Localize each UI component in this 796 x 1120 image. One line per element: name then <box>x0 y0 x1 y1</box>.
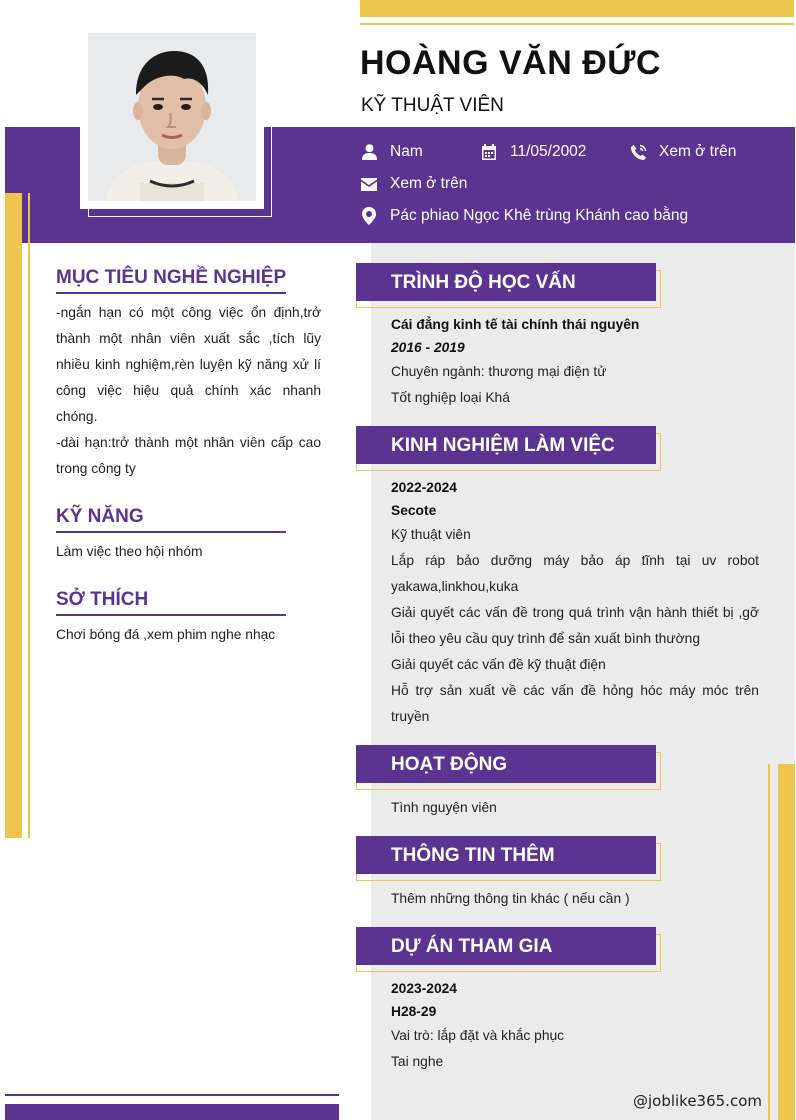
top-gold-bar <box>360 0 794 17</box>
experience-duty: Lắp ráp bảo dưỡng máy bảo áp tĩnh tại uv robot yakawa,linkhou,kuka <box>391 553 759 594</box>
phone-icon <box>629 143 647 161</box>
experience-duty: Giải quyết các vấn đề trong quá trình vận hành thiết bị ,gỡ lỗi theo yêu cầu quy trình để sản xuất bình thường <box>391 605 759 646</box>
contact-email <box>360 175 467 193</box>
hobbies-text: Chơi bóng đá ,xem phim nghe nhạc <box>56 627 276 642</box>
education-major: Chuyên ngành: thương mại điện tử <box>391 364 607 379</box>
footer-brand: @joblike365.com <box>632 1092 762 1110</box>
hobbies-underline <box>56 614 286 616</box>
projects-period: 2023-2024 <box>391 981 457 996</box>
user-icon <box>360 143 378 161</box>
calendar-icon <box>480 143 498 161</box>
experience-duty: Giải quyết các vấn đề kỹ thuật điện <box>391 657 606 672</box>
map-pin-icon <box>360 207 378 225</box>
bottom-line <box>5 1094 339 1096</box>
avatar <box>88 33 256 201</box>
candidate-name: HOÀNG VĂN ĐỨC <box>360 44 662 82</box>
address-value: Pác phiao Ngọc Khê trùng Khánh cao bằng <box>390 207 689 224</box>
projects-description: Tai nghe <box>391 1054 444 1069</box>
objective-long-term: -dài hạn:trở thành một nhân viên cấp cao trong công ty <box>56 435 321 476</box>
objective-underline <box>56 292 286 294</box>
contact-address <box>360 207 688 225</box>
contact-birthdate <box>480 143 586 161</box>
right-gold-line <box>768 764 770 1120</box>
objective-short-term: -ngắn hạn có một công việc ổn định,trở thành một nhân viên xuất sắc ,tích lũy nhiều kinh nghiệm,rèn luyện kỹ năng xử lí công việc hiệu quả chính xác nhanh chóng. <box>56 305 321 424</box>
projects-name: H28-29 <box>391 1004 437 1019</box>
experience-company: Secote <box>391 503 437 518</box>
additional-text: Thêm những thông tin khác ( nếu cần ) <box>391 891 630 906</box>
activities-title: HOẠT ĐỘNG <box>391 754 508 775</box>
avatar-portrait-icon <box>88 33 256 201</box>
hobbies-title: SỞ THÍCH <box>56 589 149 610</box>
bottom-purple-bar <box>5 1104 339 1120</box>
skills-title: KỸ NĂNG <box>56 506 144 527</box>
experience-title: KINH NGHIỆM LÀM VIỆC <box>391 435 615 456</box>
top-gold-line <box>360 23 794 25</box>
job-title: KỸ THUẬT VIÊN <box>361 95 504 116</box>
additional-title: THÔNG TIN THÊM <box>391 845 555 866</box>
contact-phone <box>629 143 736 161</box>
gender-value: Nam <box>390 143 423 160</box>
projects-role: Vai trò: lắp đặt và khắc phục <box>391 1028 565 1043</box>
education-graduation: Tốt nghiệp loại Khá <box>391 390 510 405</box>
phone-value: Xem ở trên <box>659 143 737 160</box>
education-title: TRÌNH ĐỘ HỌC VẤN <box>391 272 576 293</box>
experience-period: 2022-2024 <box>391 480 457 495</box>
email-value: Xem ở trên <box>390 175 468 192</box>
left-gold-line <box>28 193 30 838</box>
experience-duty: Hỗ trợ sản xuất về các vấn đề hỏng hóc máy móc trên truyền <box>391 683 759 724</box>
right-gold-bar <box>778 764 795 1120</box>
skills-text: Làm việc theo hội nhóm <box>56 544 203 559</box>
objective-title: MỤC TIÊU NGHỀ NGHIỆP <box>56 267 287 288</box>
contact-gender <box>360 143 423 161</box>
education-period: 2016 - 2019 <box>391 340 465 355</box>
experience-position: Kỹ thuật viên <box>391 527 471 542</box>
birthdate-value: 11/05/2002 <box>510 143 587 160</box>
skills-underline <box>56 531 286 533</box>
projects-title: DỰ ÁN THAM GIA <box>391 936 553 957</box>
activities-text: Tình nguyện viên <box>391 800 497 815</box>
envelope-icon <box>360 175 378 193</box>
education-school: Cái đẳng kinh tế tài chính thái nguyên <box>391 317 640 332</box>
left-gold-bar <box>5 193 22 838</box>
